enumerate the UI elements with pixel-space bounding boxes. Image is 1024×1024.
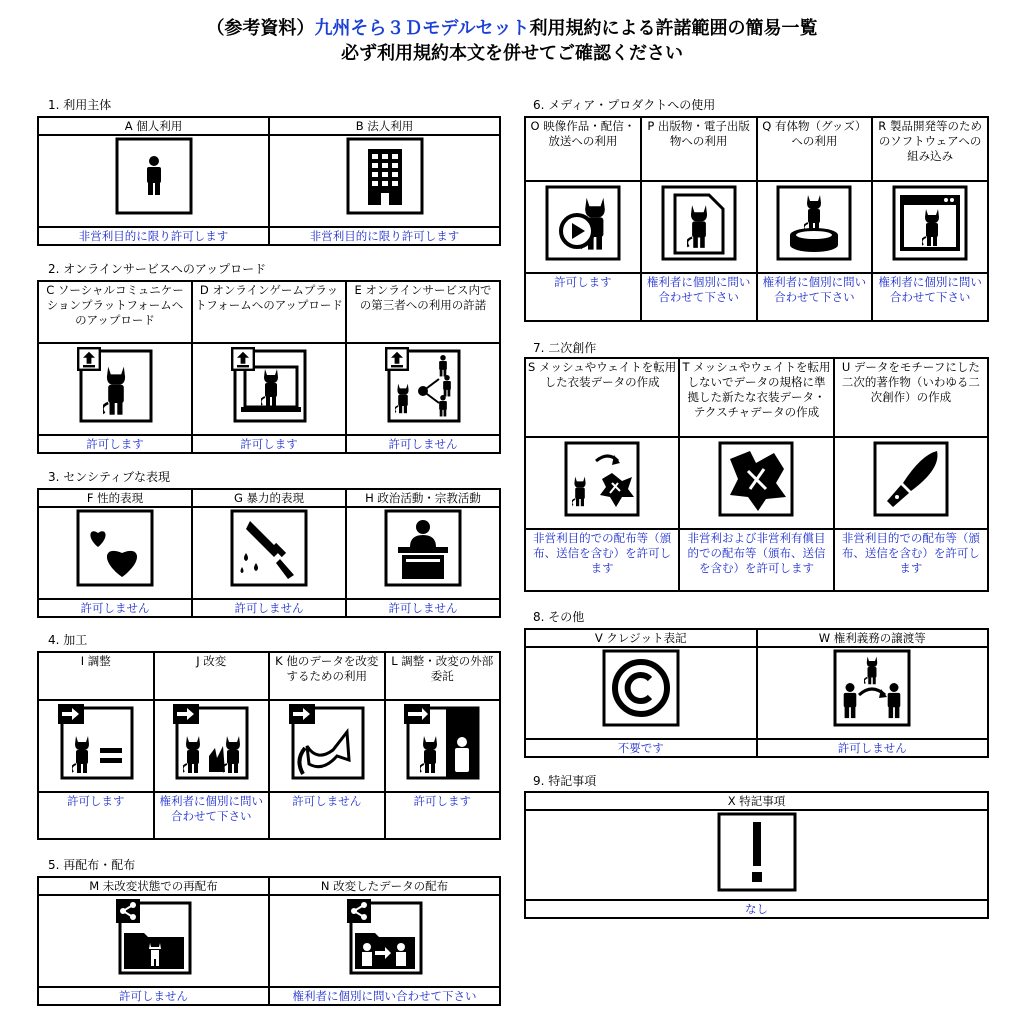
- icon-cell: [757, 181, 873, 273]
- knife-icon: [230, 509, 308, 587]
- outsource-icon: [402, 702, 482, 782]
- item-title: L 調整・改変の外部委託: [385, 652, 501, 700]
- item-title: Q 有体物（グッズ）への利用: [757, 117, 873, 181]
- item-title: W 権利義務の譲渡等: [757, 629, 989, 647]
- icon-cell: [679, 437, 833, 529]
- item-result: 許可しません: [38, 987, 269, 1005]
- section-9-table: [524, 791, 989, 919]
- section-3-table: [37, 488, 501, 618]
- section-2-table: [37, 280, 501, 454]
- distribute-modified-icon: [345, 897, 425, 977]
- item-result: 許可します: [525, 273, 641, 321]
- item-result: 不要です: [525, 739, 757, 757]
- item-title: V クレジット表記: [525, 629, 757, 647]
- item-title: J 改変: [154, 652, 270, 700]
- icon-cell: [192, 343, 346, 435]
- section-4-table: [37, 651, 501, 840]
- icon-cell: [385, 700, 501, 792]
- item-result: なし: [525, 900, 988, 918]
- item-title: S メッシュやウェイトを転用した衣装データの作成: [525, 358, 679, 437]
- item-title: H 政治活動・宗教活動: [346, 489, 500, 507]
- section-1-table: [37, 116, 501, 246]
- section-label: 4. 加工: [48, 633, 88, 647]
- icon-cell: [269, 700, 385, 792]
- icon-cell: [38, 343, 192, 435]
- upload-to-social-icon: [75, 345, 155, 425]
- redistribute-folder-icon: [114, 897, 194, 977]
- icon-cell: [346, 343, 500, 435]
- item-title: X 特記事項: [525, 792, 988, 810]
- use-for-other-data-icon: [287, 702, 367, 782]
- item-result: 非営利目的での配布等（頒布、送信を含む）を許可します: [525, 529, 679, 591]
- section-label: 6. メディア・プロダクトへの使用: [533, 98, 716, 112]
- item-result: 非営利および非営利有償目的での配布等（頒布、送信を含む）を許可します: [679, 529, 833, 591]
- item-title: G 暴力的表現: [192, 489, 346, 507]
- document-subtitle: 必ず利用規約本文を併せてご確認ください: [341, 43, 683, 64]
- icon-cell: [834, 437, 988, 529]
- icon-cell: [38, 135, 269, 227]
- icon-cell: [641, 181, 757, 273]
- costume-transfer-icon: [562, 439, 642, 519]
- icon-cell: [525, 437, 679, 529]
- icon-cell: [192, 507, 346, 599]
- item-title: F 性的表現: [38, 489, 192, 507]
- item-title: B 法人利用: [269, 117, 500, 135]
- modify-icon: [171, 702, 251, 782]
- podium-speaker-icon: [384, 509, 462, 587]
- icon-cell: [872, 181, 988, 273]
- person-icon: [115, 137, 193, 215]
- section-8-table: [524, 628, 989, 758]
- item-title: I 調整: [38, 652, 154, 700]
- item-result: 許可しません: [346, 599, 500, 617]
- icon-cell: [757, 647, 989, 739]
- item-title: E オンラインサービス内での第三者への利用の許諾: [346, 281, 500, 343]
- item-result: 権利者に個別に問い合わせて下さい: [757, 273, 873, 321]
- item-title: R 製品開発等のためのソフトウェアへの組み込み: [872, 117, 988, 181]
- item-title: T メッシュやウェイトを転用しないでデータの規格に準拠した新たな衣装データ・テクスチャデータの作成: [679, 358, 833, 437]
- section-label: 2. オンラインサービスへのアップロード: [48, 262, 267, 276]
- title-suffix: 利用規約による許諾範囲の簡易一覧: [529, 18, 818, 39]
- copyright-icon: [602, 649, 680, 727]
- section-label: 9. 特記事項: [533, 774, 597, 788]
- section-label: 1. 利用主体: [48, 98, 112, 112]
- icon-cell: [269, 135, 500, 227]
- icon-cell: [525, 181, 641, 273]
- item-result: 権利者に個別に問い合わせて下さい: [872, 273, 988, 321]
- item-result: 非営利目的に限り許可します: [38, 227, 269, 245]
- section-5-table: [37, 876, 501, 1006]
- section-6-table: [524, 116, 989, 322]
- item-title: O 映像作品・配信・放送への利用: [525, 117, 641, 181]
- share-to-others-icon: [383, 345, 463, 425]
- title-product-name: 九州そら３Ｄモデルセット: [314, 18, 530, 39]
- hearts-icon: [76, 509, 154, 587]
- item-result: 許可します: [385, 792, 501, 839]
- upload-to-game-icon: [229, 345, 309, 425]
- item-result: 権利者に個別に問い合わせて下さい: [269, 987, 500, 1005]
- item-result: 非営利目的に限り許可します: [269, 227, 500, 245]
- item-title: U データをモチーフにした二次的著作物（いわゆる二次創作）の作成: [834, 358, 988, 437]
- item-result: 許可しません: [346, 435, 500, 453]
- transfer-rights-icon: [833, 649, 911, 727]
- item-result: 非営利目的での配布等（頒布、送信を含む）を許可します: [834, 529, 988, 591]
- document-title: [0, 17, 1024, 41]
- office-building-icon: [346, 137, 424, 215]
- item-result: 許可します: [192, 435, 346, 453]
- item-title: P 出版物・電子出版物への利用: [641, 117, 757, 181]
- item-result: 許可しません: [269, 792, 385, 839]
- section-label: 8. その他: [533, 610, 585, 624]
- video-play-icon: [543, 183, 623, 263]
- item-result: 許可します: [38, 435, 192, 453]
- item-result: 許可しません: [192, 599, 346, 617]
- icon-cell: [525, 810, 988, 900]
- icon-cell: [38, 507, 192, 599]
- item-title: K 他のデータを改変するための利用: [269, 652, 385, 700]
- section-label: 3. センシティブな表現: [48, 470, 171, 484]
- icon-cell: [38, 700, 154, 792]
- pen-nib-icon: [871, 439, 951, 519]
- icon-cell: [154, 700, 270, 792]
- section-label: 5. 再配布・配布: [48, 858, 136, 872]
- item-result: 許可しません: [38, 599, 192, 617]
- item-title: C ソーシャルコミュニケーションプラットフォームへのアップロード: [38, 281, 192, 343]
- icon-cell: [525, 647, 757, 739]
- exclamation-icon: [717, 812, 797, 892]
- document-publication-icon: [659, 183, 739, 263]
- icon-cell: [346, 507, 500, 599]
- new-costume-icon: [716, 439, 796, 519]
- section-7-table: [524, 357, 989, 592]
- item-title: A 個人利用: [38, 117, 269, 135]
- figure-goods-icon: [774, 183, 854, 263]
- item-title: N 改変したデータの配布: [269, 877, 500, 895]
- item-result: 権利者に個別に問い合わせて下さい: [154, 792, 270, 839]
- adjust-equal-icon: [56, 702, 136, 782]
- item-title: M 未改変状態での再配布: [38, 877, 269, 895]
- title-prefix: （参考資料）: [206, 18, 315, 39]
- software-window-icon: [890, 183, 970, 263]
- item-title: D オンラインゲームプラットフォームへのアップロード: [192, 281, 346, 343]
- icon-cell: [269, 895, 500, 987]
- item-result: 許可します: [38, 792, 154, 839]
- item-result: 許可しません: [757, 739, 989, 757]
- icon-cell: [38, 895, 269, 987]
- section-label: 7. 二次創作: [533, 341, 597, 355]
- item-result: 権利者に個別に問い合わせて下さい: [641, 273, 757, 321]
